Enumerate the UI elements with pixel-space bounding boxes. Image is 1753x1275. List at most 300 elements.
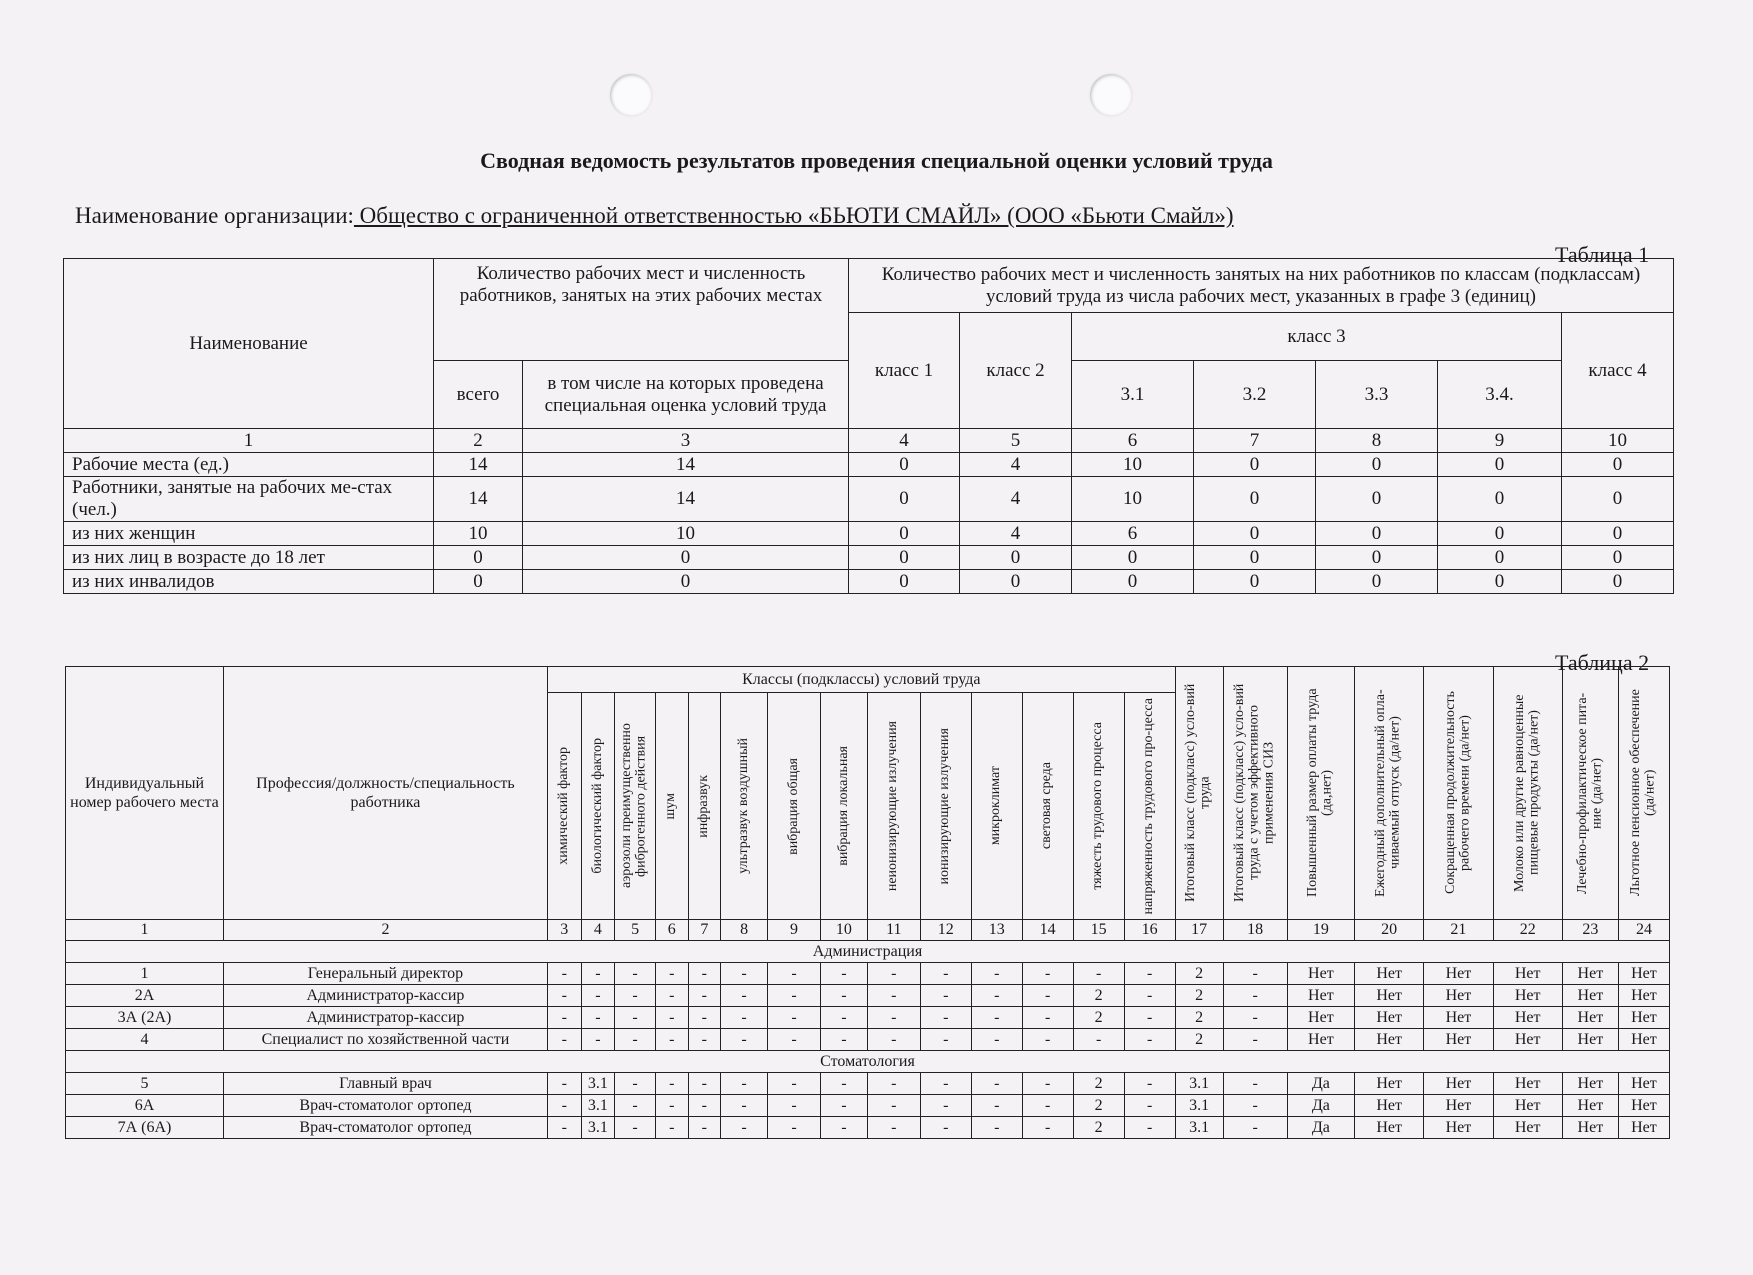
t2-cell: Нет (1562, 1073, 1618, 1095)
t2-cell: 3.1 (1175, 1073, 1223, 1095)
t2-cell: Нет (1424, 1029, 1493, 1051)
organization-line (75, 203, 1234, 229)
t2-cell: - (581, 1029, 615, 1051)
t2-cell: - (1022, 1073, 1073, 1095)
t2-cell: - (615, 963, 656, 985)
t2-cell: - (1223, 963, 1287, 985)
t2-row-profession: Главный врач (223, 1073, 547, 1095)
t2-cell: Нет (1493, 1007, 1562, 1029)
t2-colnum: 20 (1355, 920, 1424, 941)
t2-cell: - (820, 1007, 867, 1029)
t2-cell: Нет (1424, 1095, 1493, 1117)
t2-cell: - (655, 1117, 688, 1139)
t1-cell: 0 (1438, 546, 1562, 570)
t2-cell: - (721, 1095, 768, 1117)
t1-cell: 14 (434, 477, 523, 522)
t2-colnum: 4 (581, 920, 615, 941)
t2-colnum: 11 (867, 920, 920, 941)
t2-header-factor: напряженность трудового про-цесса (1124, 693, 1175, 920)
t2-cell: Нет (1618, 1095, 1669, 1117)
t1-cell: 0 (849, 477, 960, 522)
t2-cell: Нет (1493, 1117, 1562, 1139)
t1-colnum: 9 (1438, 429, 1562, 453)
t2-cell: Нет (1493, 1073, 1562, 1095)
t1-colnum: 4 (849, 429, 960, 453)
t2-row-id: 1 (66, 963, 224, 985)
t2-cell: - (1223, 1117, 1287, 1139)
t2-header-factor: микроклимат (971, 693, 1022, 920)
t2-header-factor: биологический фактор (581, 693, 615, 920)
t2-cell: - (820, 963, 867, 985)
t2-colnum: 15 (1073, 920, 1124, 941)
t2-row (66, 1095, 1670, 1117)
t2-cell: - (867, 1029, 920, 1051)
t2-cell: - (1223, 1029, 1287, 1051)
t2-cell: Нет (1618, 1029, 1669, 1051)
t2-cell: - (1124, 1117, 1175, 1139)
t1-cell: 0 (1316, 522, 1438, 546)
t1-row (64, 453, 1674, 477)
t2-cell: Нет (1287, 1029, 1354, 1051)
t2-cell: Нет (1287, 963, 1354, 985)
t2-cell: Да (1287, 1117, 1354, 1139)
t2-cell: - (920, 1029, 971, 1051)
t1-header-name: Наименование (64, 259, 434, 429)
t2-cell: - (971, 1007, 1022, 1029)
t2-colnum: 3 (547, 920, 581, 941)
t1-header-total: всего (434, 361, 523, 429)
t2-cell: 2 (1175, 1029, 1223, 1051)
t2-cell: Нет (1287, 1007, 1354, 1029)
t1-cell: 4 (960, 522, 1072, 546)
t1-header-c33: 3.3 (1316, 361, 1438, 429)
t2-colnum: 9 (768, 920, 821, 941)
t2-row-id: 7А (6А) (66, 1117, 224, 1139)
t2-colnum: 22 (1493, 920, 1562, 941)
t1-cell: 0 (849, 570, 960, 594)
workplace-results-table (65, 666, 1670, 1139)
t2-header-factor: световая среда (1022, 693, 1073, 920)
t2-cell: - (655, 1029, 688, 1051)
t2-cell: 2 (1073, 1117, 1124, 1139)
t2-row (66, 1117, 1670, 1139)
t1-cell: 0 (434, 546, 523, 570)
t2-cell: Нет (1562, 1117, 1618, 1139)
t2-cell: - (688, 1073, 721, 1095)
t2-header-extra: Итоговый класс (подкласс) усло-вий труда (1175, 667, 1223, 920)
t2-cell: 2 (1175, 1007, 1223, 1029)
t2-cell: - (581, 963, 615, 985)
t2-cell: Нет (1618, 985, 1669, 1007)
t2-cell: Нет (1355, 1073, 1424, 1095)
t2-header-factor: вибрация общая (768, 693, 821, 920)
t2-cell: - (1022, 985, 1073, 1007)
t2-cell: Нет (1355, 1007, 1424, 1029)
t2-cell: - (1022, 963, 1073, 985)
t2-cell: - (768, 963, 821, 985)
t2-row-id: 3А (2А) (66, 1007, 224, 1029)
t2-colnum: 19 (1287, 920, 1354, 941)
t2-cell: - (655, 1073, 688, 1095)
t1-row (64, 570, 1674, 594)
t2-header-extra: Молоко или другие равноценные пищевые продукты (да/нет) (1493, 667, 1562, 920)
t1-colnum: 6 (1072, 429, 1194, 453)
t2-cell: - (867, 1073, 920, 1095)
t2-cell: - (688, 963, 721, 985)
t2-cell: - (688, 1095, 721, 1117)
t1-header-c31: 3.1 (1072, 361, 1194, 429)
t2-cell: - (547, 1073, 581, 1095)
t2-cell: - (1223, 1007, 1287, 1029)
t2-header-extra: Повышенный размер оплаты труда (да,нет) (1287, 667, 1354, 920)
t1-header-count-group: Количество рабочих мест и численность работников, занятых на этих рабочих местах (434, 259, 849, 361)
t2-cell: - (547, 985, 581, 1007)
t1-cell: 0 (1316, 453, 1438, 477)
t2-cell: Нет (1493, 1029, 1562, 1051)
t2-row-id: 5 (66, 1073, 224, 1095)
t1-row-name: Работники, занятые на рабочих ме-стах (чел.) (64, 477, 434, 522)
organization-name: Общество с ограниченной ответственностью «БЬЮТИ СМАЙЛ» (ООО «Бьюти Смайл») (353, 203, 1234, 228)
t2-cell: - (615, 985, 656, 1007)
t2-colnum: 21 (1424, 920, 1493, 941)
t2-colnum: 18 (1223, 920, 1287, 941)
t2-colnum: 17 (1175, 920, 1223, 941)
t2-cell: - (1022, 1117, 1073, 1139)
t2-header-extra: Льготное пенсионное обеспечение (да/нет) (1618, 667, 1669, 920)
t2-cell: - (820, 1095, 867, 1117)
t1-cell: 4 (960, 477, 1072, 522)
t1-row-name: Рабочие места (ед.) (64, 453, 434, 477)
t2-cell: - (1022, 1007, 1073, 1029)
t2-cell: 3.1 (581, 1073, 615, 1095)
t2-cell: - (768, 1117, 821, 1139)
t2-cell: 3.1 (1175, 1095, 1223, 1117)
t2-cell: - (688, 1117, 721, 1139)
t2-cell: - (971, 1029, 1022, 1051)
t2-cell: - (820, 1029, 867, 1051)
t2-section-title: Администрация (66, 941, 1670, 963)
t1-cell: 4 (960, 453, 1072, 477)
t2-colnum: 23 (1562, 920, 1618, 941)
table2-caption: Таблица 2 (1555, 650, 1650, 675)
t1-cell: 0 (1562, 477, 1674, 522)
t2-cell: - (1124, 985, 1175, 1007)
t1-header-class2: класс 2 (960, 313, 1072, 429)
t1-header-assessed: в том числе на которых проведена специальная оценка условий труда (523, 361, 849, 429)
t2-row-profession: Врач-стоматолог ортопед (223, 1095, 547, 1117)
t2-cell: Нет (1355, 985, 1424, 1007)
t2-colnum: 10 (820, 920, 867, 941)
t2-cell: - (688, 985, 721, 1007)
t2-row (66, 985, 1670, 1007)
t2-colnum: 16 (1124, 920, 1175, 941)
t1-cell: 0 (849, 546, 960, 570)
t2-cell: - (1022, 1029, 1073, 1051)
t2-cell: 2 (1175, 963, 1223, 985)
t2-row-id: 6А (66, 1095, 224, 1117)
t2-header-extra: Сокращенная продолжительность рабочего времени (да/нет) (1424, 667, 1493, 920)
t2-cell: Нет (1493, 963, 1562, 985)
t2-cell: Нет (1355, 1095, 1424, 1117)
t2-colnum: 14 (1022, 920, 1073, 941)
t2-cell: Нет (1562, 985, 1618, 1007)
t2-cell: - (1223, 985, 1287, 1007)
t1-cell: 10 (1072, 453, 1194, 477)
t2-cell: Нет (1355, 1029, 1424, 1051)
t1-cell: 0 (1562, 570, 1674, 594)
t1-colnum: 3 (523, 429, 849, 453)
t2-cell: - (615, 1117, 656, 1139)
t2-row-profession: Врач-стоматолог ортопед (223, 1117, 547, 1139)
t2-cell: - (820, 1073, 867, 1095)
t2-cell: Нет (1618, 1117, 1669, 1139)
t2-section-row (66, 941, 1670, 963)
t2-cell: Нет (1493, 985, 1562, 1007)
t2-cell: - (1022, 1095, 1073, 1117)
t2-cell: Нет (1562, 1029, 1618, 1051)
t1-cell: 0 (1194, 522, 1316, 546)
t2-colnum: 6 (655, 920, 688, 941)
t2-cell: - (721, 963, 768, 985)
t2-section-row (66, 1051, 1670, 1073)
t1-header-c32: 3.2 (1194, 361, 1316, 429)
t2-cell: - (1223, 1095, 1287, 1117)
t1-cell: 0 (1194, 546, 1316, 570)
t1-cell: 0 (1562, 453, 1674, 477)
t2-header-classes-group: Классы (подклассы) условий труда (547, 667, 1175, 693)
t2-header-extra: Ежегодный дополнительный опла-чиваемый отпуск (да/нет) (1355, 667, 1424, 920)
t1-header-class3: класс 3 (1072, 313, 1562, 361)
t2-cell: - (768, 1007, 821, 1029)
punch-hole-left (610, 74, 652, 116)
t2-cell: - (920, 1007, 971, 1029)
t1-header-class4: класс 4 (1562, 313, 1674, 429)
t2-cell: - (768, 1073, 821, 1095)
t1-colnum: 7 (1194, 429, 1316, 453)
t1-colnum: 10 (1562, 429, 1674, 453)
t2-header-id: Индивидуальный номер рабочего места (66, 667, 224, 920)
t2-cell: Нет (1493, 1095, 1562, 1117)
t1-cell: 0 (1316, 570, 1438, 594)
t1-cell: 0 (1072, 570, 1194, 594)
t1-header-class1: класс 1 (849, 313, 960, 429)
t1-column-numbers (64, 429, 1674, 453)
t2-cell: - (615, 1073, 656, 1095)
t2-cell: - (867, 985, 920, 1007)
t2-cell: - (655, 963, 688, 985)
t1-row (64, 522, 1674, 546)
t2-colnum: 12 (920, 920, 971, 941)
t1-cell: 10 (434, 522, 523, 546)
t2-cell: - (1124, 1073, 1175, 1095)
t2-cell: Нет (1562, 1095, 1618, 1117)
t2-cell: Нет (1618, 1007, 1669, 1029)
t2-cell: - (721, 1007, 768, 1029)
t1-cell: 10 (523, 522, 849, 546)
t2-cell: - (1124, 1029, 1175, 1051)
t2-cell: - (920, 1095, 971, 1117)
t1-cell: 14 (434, 453, 523, 477)
t1-cell: 14 (523, 453, 849, 477)
t2-cell: - (867, 963, 920, 985)
t2-cell: - (768, 985, 821, 1007)
t2-cell: Нет (1424, 963, 1493, 985)
t2-section-title: Стоматология (66, 1051, 1670, 1073)
t2-row-profession: Генеральный директор (223, 963, 547, 985)
t2-row-id: 4 (66, 1029, 224, 1051)
t2-header-factor: шум (655, 693, 688, 920)
t2-header-factor: ультразвук воздушный (721, 693, 768, 920)
t2-cell: - (971, 1073, 1022, 1095)
t1-cell: 6 (1072, 522, 1194, 546)
t1-cell: 0 (434, 570, 523, 594)
t2-cell: 2 (1073, 1007, 1124, 1029)
t2-cell: - (721, 1073, 768, 1095)
t2-cell: - (971, 963, 1022, 985)
t1-colnum: 1 (64, 429, 434, 453)
t2-cell: 3.1 (581, 1117, 615, 1139)
t2-cell: 2 (1073, 1095, 1124, 1117)
t2-cell: Нет (1562, 963, 1618, 985)
t1-cell: 0 (1072, 546, 1194, 570)
t1-colnum: 8 (1316, 429, 1438, 453)
t2-header-factor: вибрация локальная (820, 693, 867, 920)
t2-row (66, 963, 1670, 985)
t2-header-extra: Лечебно-профилактическое пита-ние (да/нет) (1562, 667, 1618, 920)
punch-hole-right (1090, 74, 1132, 116)
t2-cell: - (1124, 1095, 1175, 1117)
t2-header-factor: ионизирующие излучения (920, 693, 971, 920)
t2-cell: - (547, 1007, 581, 1029)
t2-cell: Нет (1424, 1073, 1493, 1095)
t1-cell: 0 (849, 522, 960, 546)
t1-cell: 0 (523, 546, 849, 570)
t1-cell: 14 (523, 477, 849, 522)
t1-colnum: 2 (434, 429, 523, 453)
t2-cell: Нет (1424, 1117, 1493, 1139)
t1-cell: 0 (960, 546, 1072, 570)
t1-cell: 0 (849, 453, 960, 477)
t2-cell: - (768, 1029, 821, 1051)
t2-cell: - (615, 1007, 656, 1029)
t2-cell: Нет (1287, 985, 1354, 1007)
t2-cell: 2 (1175, 985, 1223, 1007)
t2-header-extra: Итоговый класс (подкласс) усло-вий труда с учетом эффективного применения СИЗ (1223, 667, 1287, 920)
t1-header-classes-group: Количество рабочих мест и численность занятых на них работников по классам (подклассам) условий труда из числа рабочих мест, указанных в графе 3 (единиц) (849, 259, 1674, 313)
t2-cell: - (655, 1007, 688, 1029)
t2-cell: - (920, 985, 971, 1007)
t2-cell: - (1223, 1073, 1287, 1095)
t1-cell: 0 (1194, 477, 1316, 522)
t2-cell: - (867, 1117, 920, 1139)
t2-header-profession: Профессия/должность/специальность работника (223, 667, 547, 920)
t1-colnum: 5 (960, 429, 1072, 453)
t2-cell: - (547, 963, 581, 985)
t2-cell: - (688, 1007, 721, 1029)
t2-cell: - (581, 985, 615, 1007)
t1-cell: 0 (960, 570, 1072, 594)
t1-row (64, 477, 1674, 522)
t2-cell: 2 (1073, 1073, 1124, 1095)
t2-cell: - (1073, 1029, 1124, 1051)
page-title: Сводная ведомость результатов проведения специальной оценки условий труда (480, 148, 1273, 173)
t2-cell: - (820, 1117, 867, 1139)
t1-cell: 0 (1194, 453, 1316, 477)
t1-row (64, 546, 1674, 570)
t2-cell: Нет (1355, 963, 1424, 985)
t2-cell: - (615, 1029, 656, 1051)
t2-column-numbers (66, 920, 1670, 941)
t2-colnum: 8 (721, 920, 768, 941)
t2-cell: 3.1 (1175, 1117, 1223, 1139)
t2-cell: - (1073, 963, 1124, 985)
t2-cell: - (820, 985, 867, 1007)
t1-header-c34: 3.4. (1438, 361, 1562, 429)
t2-cell: - (688, 1029, 721, 1051)
t2-cell: - (971, 985, 1022, 1007)
t2-cell: - (1124, 1007, 1175, 1029)
t2-cell: Нет (1562, 1007, 1618, 1029)
t2-row (66, 1073, 1670, 1095)
t1-cell: 0 (1438, 570, 1562, 594)
t2-cell: - (920, 1117, 971, 1139)
t2-cell: Нет (1355, 1117, 1424, 1139)
t2-colnum: 24 (1618, 920, 1669, 941)
t2-row-id: 2А (66, 985, 224, 1007)
t2-cell: - (1124, 963, 1175, 985)
t2-cell: - (721, 985, 768, 1007)
t1-cell: 0 (1194, 570, 1316, 594)
t1-cell: 0 (1316, 477, 1438, 522)
t2-cell: - (867, 1095, 920, 1117)
t2-colnum: 13 (971, 920, 1022, 941)
t2-cell: - (867, 1007, 920, 1029)
t2-cell: Нет (1424, 985, 1493, 1007)
t2-cell: - (615, 1095, 656, 1117)
t2-row (66, 1007, 1670, 1029)
t2-row-profession: Администратор-кассир (223, 1007, 547, 1029)
t2-cell: - (581, 1007, 615, 1029)
t2-header-factor: химический фактор (547, 693, 581, 920)
t1-row-name: из них инвалидов (64, 570, 434, 594)
t2-cell: - (971, 1117, 1022, 1139)
t1-cell: 0 (523, 570, 849, 594)
t1-cell: 0 (1562, 522, 1674, 546)
t2-cell: Нет (1618, 963, 1669, 985)
t2-cell: - (547, 1095, 581, 1117)
t2-cell: Нет (1424, 1007, 1493, 1029)
t1-row-name: из них лиц в возрасте до 18 лет (64, 546, 434, 570)
summary-table (63, 258, 1674, 594)
t2-cell: - (920, 1073, 971, 1095)
t1-cell: 0 (1438, 477, 1562, 522)
t1-row-name: из них женщин (64, 522, 434, 546)
t2-cell: Да (1287, 1095, 1354, 1117)
t1-cell: 0 (1562, 546, 1674, 570)
t2-header-factor: аэрозоли преимущественно фиброгенного действия (615, 693, 656, 920)
t2-cell: - (655, 985, 688, 1007)
t2-cell: 3.1 (581, 1095, 615, 1117)
t2-row-profession: Администратор-кассир (223, 985, 547, 1007)
t2-header-factor: инфразвук (688, 693, 721, 920)
t2-colnum: 7 (688, 920, 721, 941)
t2-colnum: 1 (66, 920, 224, 941)
t2-cell: - (721, 1029, 768, 1051)
organization-label: Наименование организации: (75, 203, 354, 228)
t2-cell: - (547, 1117, 581, 1139)
t2-header-factor: тяжесть трудового процесса (1073, 693, 1124, 920)
t2-row (66, 1029, 1670, 1051)
